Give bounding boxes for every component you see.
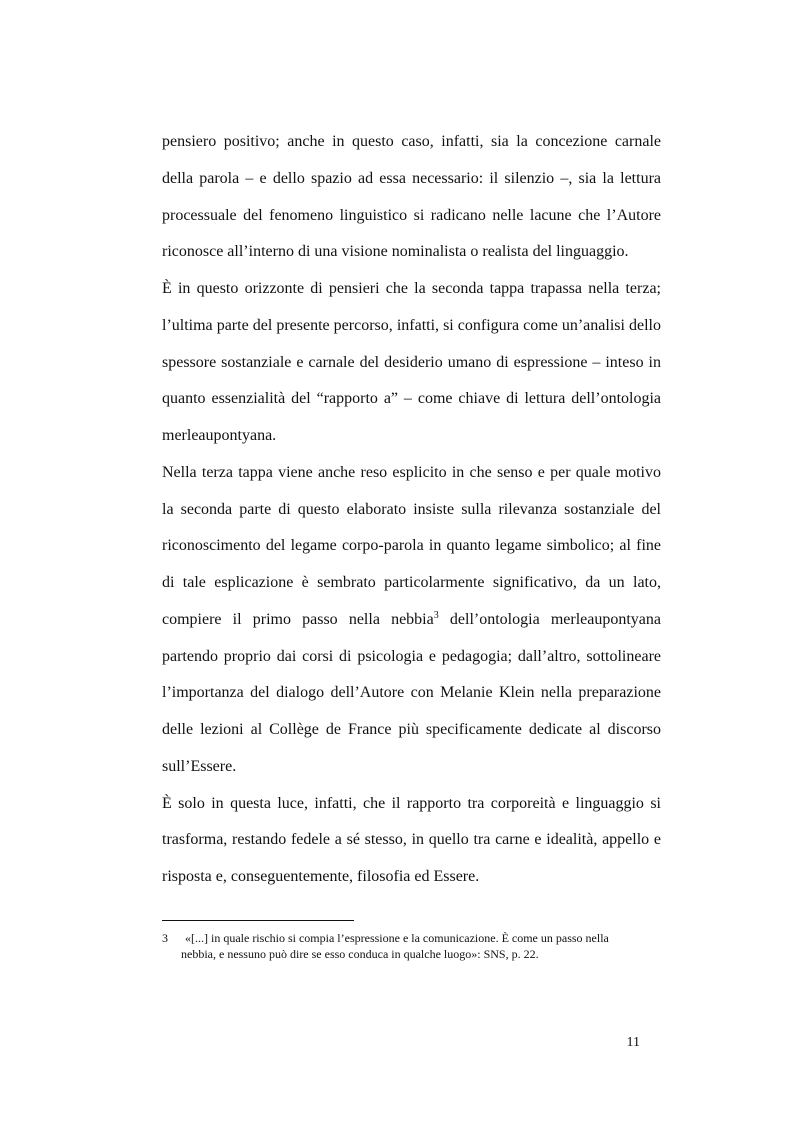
footnote-number: 3 (162, 931, 168, 945)
footnote-ref-mark[interactable]: 3 (433, 610, 439, 621)
body-line: spessore sostanziale e carnale del desiderio umano di espressione – inteso in (162, 354, 661, 371)
footnote-line: nebbia, e nessuno può dire se esso conduca in qualche luogo»: SNS, p. 22. (181, 947, 539, 961)
body-line: delle lezioni al Collège de France più specificamente dedicate al discorso (162, 721, 661, 738)
footnote-line: «[...] in quale rischio si compia l’espressione e la comunicazione. È come un passo nella (185, 931, 609, 945)
body-line: Nella terza tappa viene anche reso esplicito in che senso e per quale motivo (162, 464, 661, 481)
body-line: quanto essenzialità del “rapporto a” – come chiave di lettura dell’ontologia (162, 390, 661, 407)
body-line: partendo proprio dai corsi di psicologia e pedagogia; dall’altro, sottolineare (162, 648, 661, 665)
body-line-segment: compiere il primo passo nella nebbia (162, 611, 434, 628)
footnote-separator (162, 920, 354, 921)
body-line: sull’Essere. (162, 758, 237, 775)
body-line: trasforma, restando fedele a sé stesso, in quello tra carne e idealità, appello e (162, 831, 661, 848)
body-line: merleaupontyana. (162, 427, 277, 444)
body-line: processuale del fenomeno linguistico si radicano nelle lacune che l’Autore (162, 207, 661, 224)
body-line: riconosce all’interno di una visione nominalista o realista del linguaggio. (162, 243, 629, 260)
body-line: la seconda parte di questo elaborato insiste sulla rilevanza sostanziale del (162, 501, 661, 518)
body-line: della parola – e dello spazio ad essa necessario: il silenzio –, sia la lettura (162, 170, 661, 187)
body-line-with-footnote-ref (162, 610, 661, 630)
body-line: risposta e, conseguentemente, filosofia ed Essere. (162, 868, 480, 885)
body-line: l’ultima parte del presente percorso, infatti, si configura come un’analisi dello (162, 317, 661, 334)
body-line: riconoscimento del legame corpo-parola in quanto legame simbolico; al fine (162, 537, 661, 554)
body-line: l’importanza del dialogo dell’Autore con Melanie Klein nella preparazione (162, 684, 661, 701)
body-line: È in questo orizzonte di pensieri che la seconda tappa trapassa nella terza; (162, 280, 661, 297)
body-line-segment: dell’ontologia merleaupontyana (449, 611, 661, 628)
body-line: pensiero positivo; anche in questo caso, infatti, sia la concezione carnale (162, 133, 661, 150)
page-number: 11 (626, 1035, 640, 1050)
body-line: di tale esplicazione è sembrato particolarmente significativo, da un lato, (162, 574, 661, 591)
body-line: È solo in questa luce, infatti, che il rapporto tra corporeità e linguaggio si (162, 795, 661, 812)
